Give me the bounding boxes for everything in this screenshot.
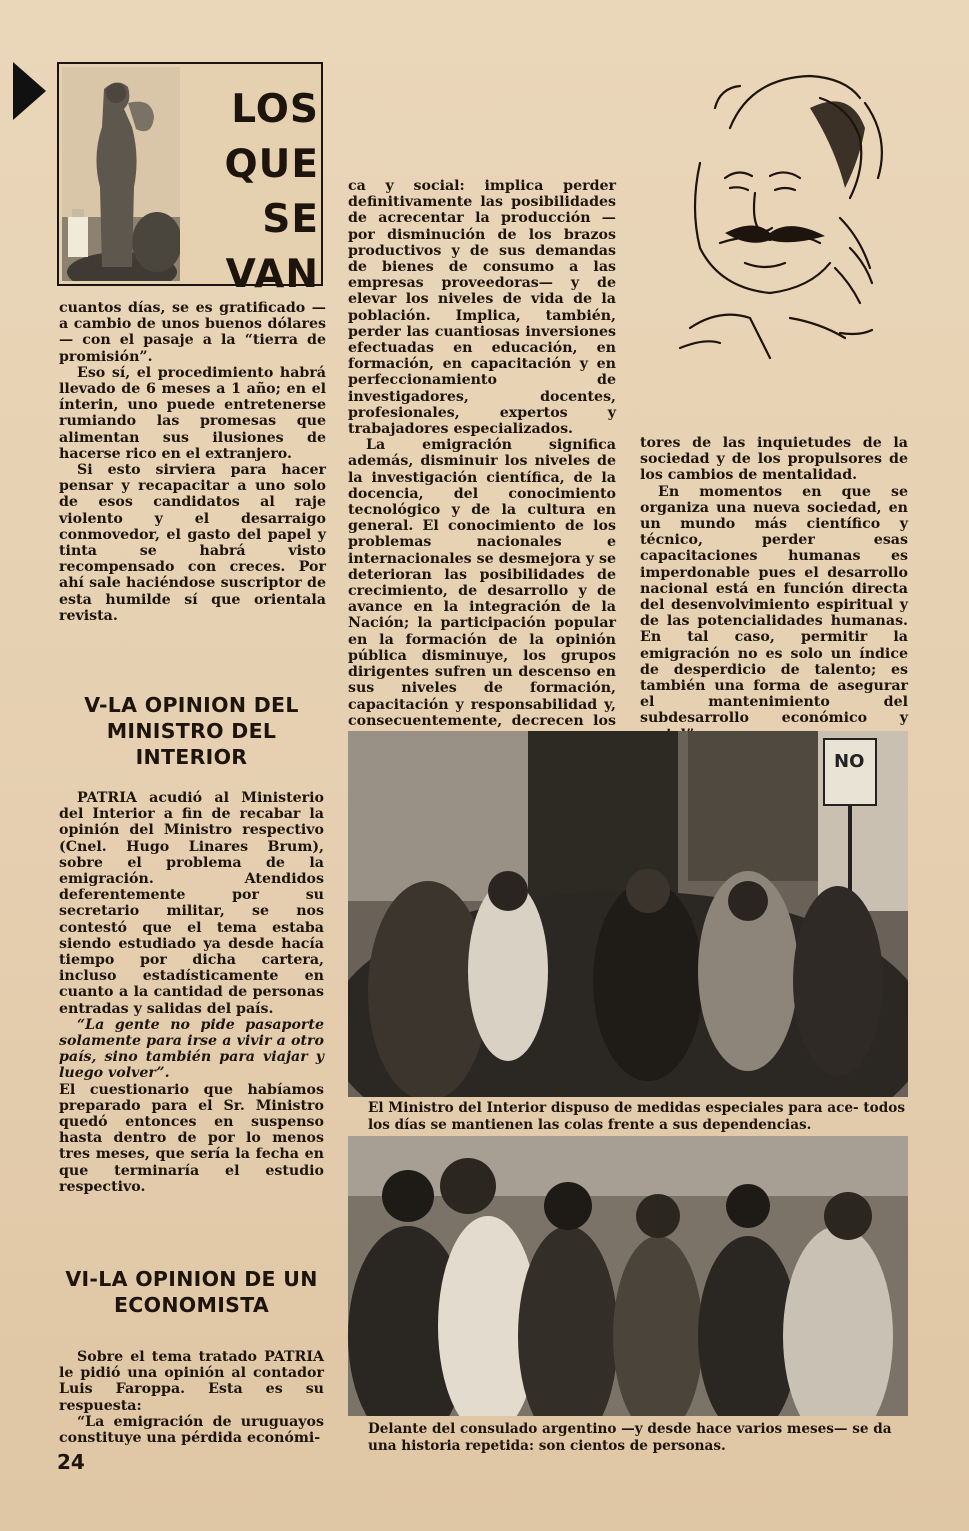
middle-column-text (348, 178, 616, 745)
photo-caption: El Ministro del Interior dispuso de medidas especiales para ace- todos los días se mantienen las colas frente a sus dependencias. (368, 1100, 905, 1133)
paragraph: ca y social: implica perder definitivamente las posibilidades de acrecentar la producción — por disminución de los brazos productivos y de sus demandas de bienes de consumo a las empresas proveedoras— y de elevar los niveles de vida de la población. Implica, también, perder las cuantiosas inversiones efectuadas en educación, en formación, en capacitación y en perfeccionamiento de investigadores, docentes, profesionales, expertos y trabajadores especializados. (348, 178, 616, 438)
minister-quote: “La gente no pide pasaporte solamente para irse a vivir a otro país, sino también para viajar y luego volver”. (59, 1016, 324, 1082)
left-column-text (59, 300, 326, 624)
paragraph: En momentos en que se organiza una nueva sociedad, en un mundo más científico y técnico, perder esas capacitaciones humanas es imperdonable pues el desarrollo nacional está en función directa del desenvolvimiento espiritual y de las potencialidades humanas. En tal caso, permitir la emigración no es solo un índice de desperdicio de talento; es también una forma de asegurar el mantenimiento del subdesarrollo económico y (640, 483, 908, 727)
paragraph: Eso sí, el procedimiento habrá llevado de 6 meses a 1 año; en el ínterin, uno puede entretenerse rumiando las promesas que alimentan sus ilusiones de hacerse rico en el extranjero. (59, 364, 326, 462)
ministry-queue-photo (348, 731, 908, 1097)
section-vi-text (59, 1349, 324, 1446)
consulate-queue-photo (348, 1136, 908, 1416)
page-number: 24 (57, 1450, 85, 1474)
crowd-photo-graphic-2 (348, 1136, 908, 1416)
paragraph: Si esto sirviera para hacer pensar y recapacitar a uno solo de esos candidatos al raje violento y el desarraigo conmovedor, el gasto del papel y tinta se habrá visto recompensado con creces. Por ahí sale haciéndose suscriptor de esta humilde sí que orientala revista. (59, 462, 326, 624)
article-title (209, 82, 319, 302)
title-line: SE (262, 197, 319, 242)
title-line: QUE (224, 142, 319, 187)
title-line: VAN (225, 252, 319, 297)
section-heading-v: V-LA OPINION DEL MINISTRO DEL INTERIOR (84, 693, 299, 769)
arrow-marker-icon (13, 62, 46, 120)
caricature-illustration (660, 68, 910, 368)
photo-caption: Delante del consulado argentino —y desde hace varios meses— se da una historia repetida: son cientos de personas. (368, 1421, 892, 1454)
paragraph: PATRIA acudió al Ministerio del Interior a fin de recabar la opinión del Ministro respectivo (Cnel. Hugo Linares Brum), sobre el problema de la emigración. Atendidos deferentemente por su secretario militar, se nos contestó que el tema estaba siendo estudiado ya desde hacía tiempo por dicha cartera, incluso estadísticamente en cuanto a la cantidad de personas entradas y salidas del país. (59, 790, 324, 1017)
section-v-text (59, 790, 324, 1195)
right-column-text (640, 435, 908, 743)
paragraph: “La emigración de uruguayos constituye una pérdida económi- (59, 1413, 324, 1447)
paragraph: La emigración significa además, disminuir los niveles de la investigación científica, de la docencia, del conocimiento tecnológico y de la cultura en general. El conocimiento de los problemas nacionales e internacionales se desmejora y se deterioran las posibilidades de crecimiento, de desarrollo y de avance en la integración de la Nación; la participación popular en la formación de la opinión pública disminuye, los grupos dirigentes sufren un descenso en sus niveles de formación, capacitación y responsabilidad y, consecuentemente, decrecen los (348, 437, 616, 729)
paragraph: El cuestionario que habíamos preparado para el Sr. Ministro quedó entonces en suspenso hasta dentro de por lo menos tres meses, que sería la fecha en que terminaría el estudio respectivo. (59, 1081, 324, 1195)
paragraph: Sobre el tema tratado PATRIA le pidió una opinión al contador Luis Faroppa. Esta es su respuesta: (59, 1349, 324, 1414)
section-heading-vi: VI-LA OPINION DE UN ECONOMISTA (65, 1267, 318, 1317)
paragraph: tores de las inquietudes de la sociedad y de los propulsores de los cambios de mentalidad. (640, 435, 908, 484)
crowd-photo-graphic (348, 731, 908, 1097)
title-box (57, 62, 323, 297)
title-line: LOS (231, 87, 319, 132)
paragraph: cuantos días, se es gratificado —a cambio de unos buenos dólares— con el pasaje a la “tierra de promisión”. (59, 300, 326, 365)
no-sign: NO (834, 751, 865, 772)
statue-photo (62, 67, 180, 281)
